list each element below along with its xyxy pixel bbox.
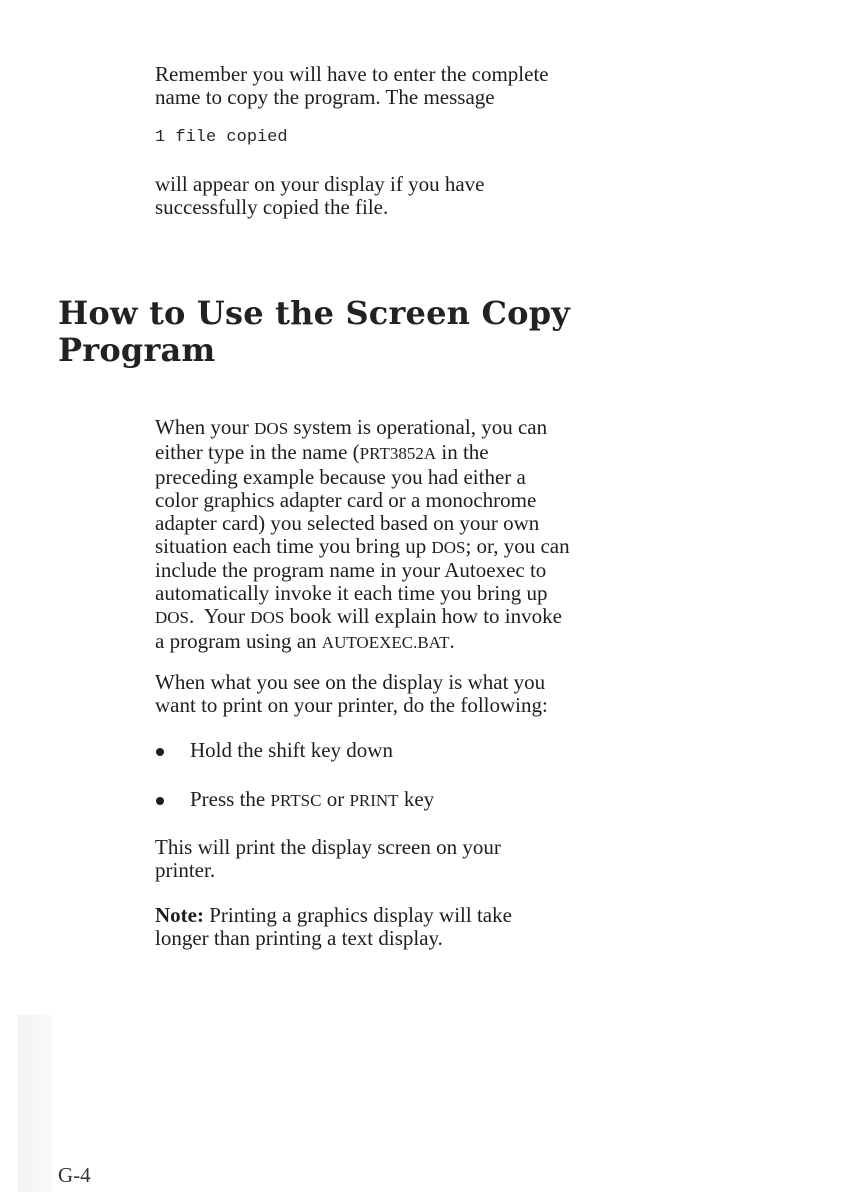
bullet-item-prtsc: Press the PRTSC or PRINT key <box>190 787 435 811</box>
section-heading-line-2: Program <box>58 331 216 369</box>
note-label: Note: <box>155 903 204 927</box>
scan-edge-shadow <box>18 1015 52 1192</box>
note-paragraph: Note: Printing a graphics display will take longer than printing a text display. <box>155 903 512 950</box>
usage-line-10: a program using an AUTOEXEC.BAT. <box>155 629 455 654</box>
print-key: PRINT <box>349 791 399 810</box>
usage-lines-3-5: preceding example because you had either a color graphics adapter card or a monochrome adapter card) you selected based on your own <box>155 464 540 535</box>
print-result-paragraph: This will print the display screen on your printer. <box>155 835 501 882</box>
autoexec-file: AUTOEXEC.BAT <box>321 633 450 653</box>
usage-line-2: either type in the name (PRT3852A in the <box>155 439 489 464</box>
bullet-icon <box>156 748 164 756</box>
page-number: G-4 <box>58 1163 91 1187</box>
usage-line-1: When your DOS system is operational, you can <box>155 415 548 439</box>
bullet-icon <box>156 797 164 805</box>
dos-term: DOS <box>431 537 466 557</box>
section-heading-line-1: How to Use the Screen Copy <box>58 294 571 332</box>
intro-after-paragraph: will appear on your display if you have successfully copied the file. <box>155 172 485 219</box>
usage-line-9: DOS. Your DOS book will explain how to invoke <box>155 604 562 629</box>
dos-term: DOS <box>254 419 289 438</box>
print-intro-paragraph: When what you see on the display is what you want to print on your printer, do the following: <box>155 670 548 717</box>
prtsc-key: PRTSC <box>270 791 322 810</box>
dos-term: DOS <box>155 608 190 628</box>
dos-term: DOS <box>250 608 285 628</box>
usage-paragraph <box>155 416 715 655</box>
usage-lines-7-8: include the program name in your Autoexec to automatically invoke it each time you bring up <box>155 558 548 606</box>
intro-paragraph: Remember you will have to enter the complete name to copy the program. The message <box>155 62 549 109</box>
program-name: PRT3852A <box>359 443 437 463</box>
usage-line-6: situation each time you bring up DOS; or, you can <box>155 533 570 558</box>
bullet-item-shift: Hold the shift key down <box>190 738 393 762</box>
copy-message: 1 file copied <box>155 128 288 147</box>
